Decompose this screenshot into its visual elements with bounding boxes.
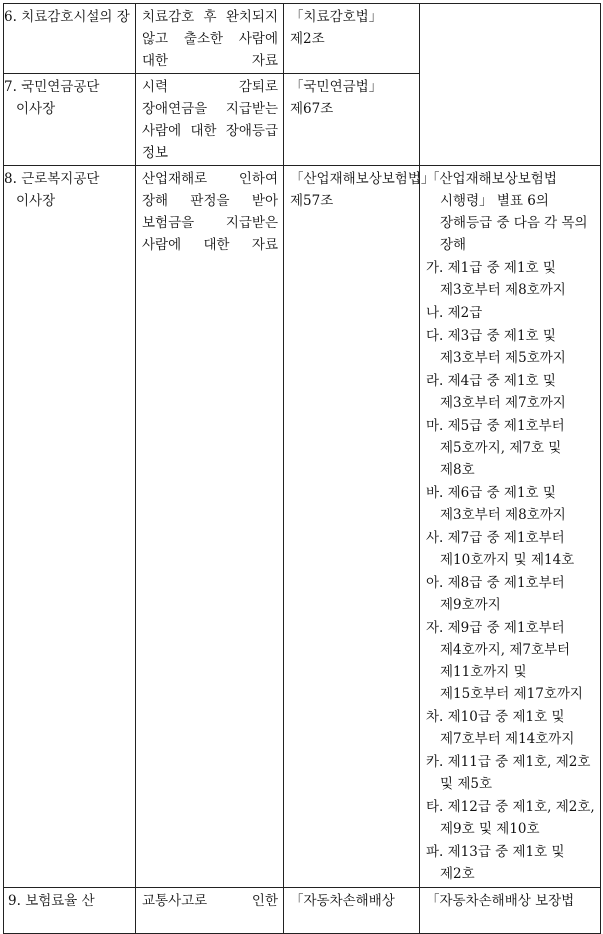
content-cell: 산업재해로 인하여 장해 판정을 받아 보험금을 지급받은 사람에 대한 자료 — [136, 166, 284, 888]
list-item: 마. 제5급 중 제1호부터 제5호까지, 제7호 및 제8호 — [426, 418, 565, 478]
row-number: 8. — [4, 171, 17, 187]
row-number: 7. — [4, 79, 17, 95]
org-name: 치료감호시설의 장 — [21, 9, 130, 25]
detail-cell: 「자동차손해배상 보장법 — [420, 888, 601, 934]
law-cell: 「자동차손해배상 — [284, 888, 420, 934]
content-cell: 교통사고로 인한 — [136, 888, 284, 934]
row-number: 9. — [8, 893, 21, 909]
table-row — [4, 888, 601, 934]
list-item: 라. 제4급 중 제1호 및 제3호부터 제7호까지 — [426, 373, 566, 411]
content-cell: 치료감호 후 완치되지 않고 출소한 사람에 대한 자료 — [136, 4, 284, 74]
table-row — [4, 166, 601, 888]
list-item: 타. 제12급 중 제1호, 제2호, 제9호 및 제10호 — [426, 799, 595, 837]
list-item: 차. 제10급 중 제1호 및 제7호부터 제14호까지 — [426, 709, 575, 747]
list-item: 카. 제11급 중 제1호, 제2호 및 제5호 — [426, 754, 591, 792]
list-item: 나. 제2급 — [426, 305, 483, 321]
list-item: 바. 제6급 중 제1호 및 제3호부터 제8호까지 — [426, 485, 566, 523]
org-cell — [4, 888, 136, 934]
org-cell — [4, 4, 136, 74]
table-row — [4, 4, 601, 74]
law-cell: 「산업재해보상보험법」 제57조 — [284, 166, 420, 888]
law-cell: 「국민연금법」 제67조 — [284, 74, 420, 166]
list-item: 파. 제13급 중 제1호 및 제2호 — [426, 844, 565, 882]
org-name: 국민연금공단 이사장 — [16, 79, 100, 117]
disclosure-table — [3, 3, 601, 934]
row-number: 6. — [4, 9, 17, 25]
org-name: 근로복지공단 이사장 — [16, 171, 100, 209]
list-item: 사. 제7급 중 제1호부터 제10호까지 및 제14호 — [426, 530, 575, 568]
org-cell — [4, 74, 136, 166]
org-cell — [4, 166, 136, 888]
list-item: 다. 제3급 중 제1호 및 제3호부터 제5호까지 — [426, 328, 566, 366]
detail-intro: 「산업재해보상보험법 시행령」 별표 6의 장해등급 중 다음 각 목의 장해 — [426, 171, 588, 253]
content-cell: 시력 감퇴로 장애연금을 지급받는 사람에 대한 장애등급 정보 — [136, 74, 284, 166]
detail-cell — [420, 166, 601, 888]
list-item: 자. 제9급 중 제1호부터 제4호까지, 제7호부터 제11호까지 및 제15호부터 제17호까지 — [426, 620, 583, 702]
list-item: 가. 제1급 중 제1호 및 제3호부터 제8호까지 — [426, 260, 566, 298]
detail-cell — [420, 4, 601, 166]
law-cell: 「치료감호법」 제2조 — [284, 4, 420, 74]
list-item: 아. 제8급 중 제1호부터 제9호까지 — [426, 575, 565, 613]
org-name: 보험료율 산 — [25, 893, 95, 909]
